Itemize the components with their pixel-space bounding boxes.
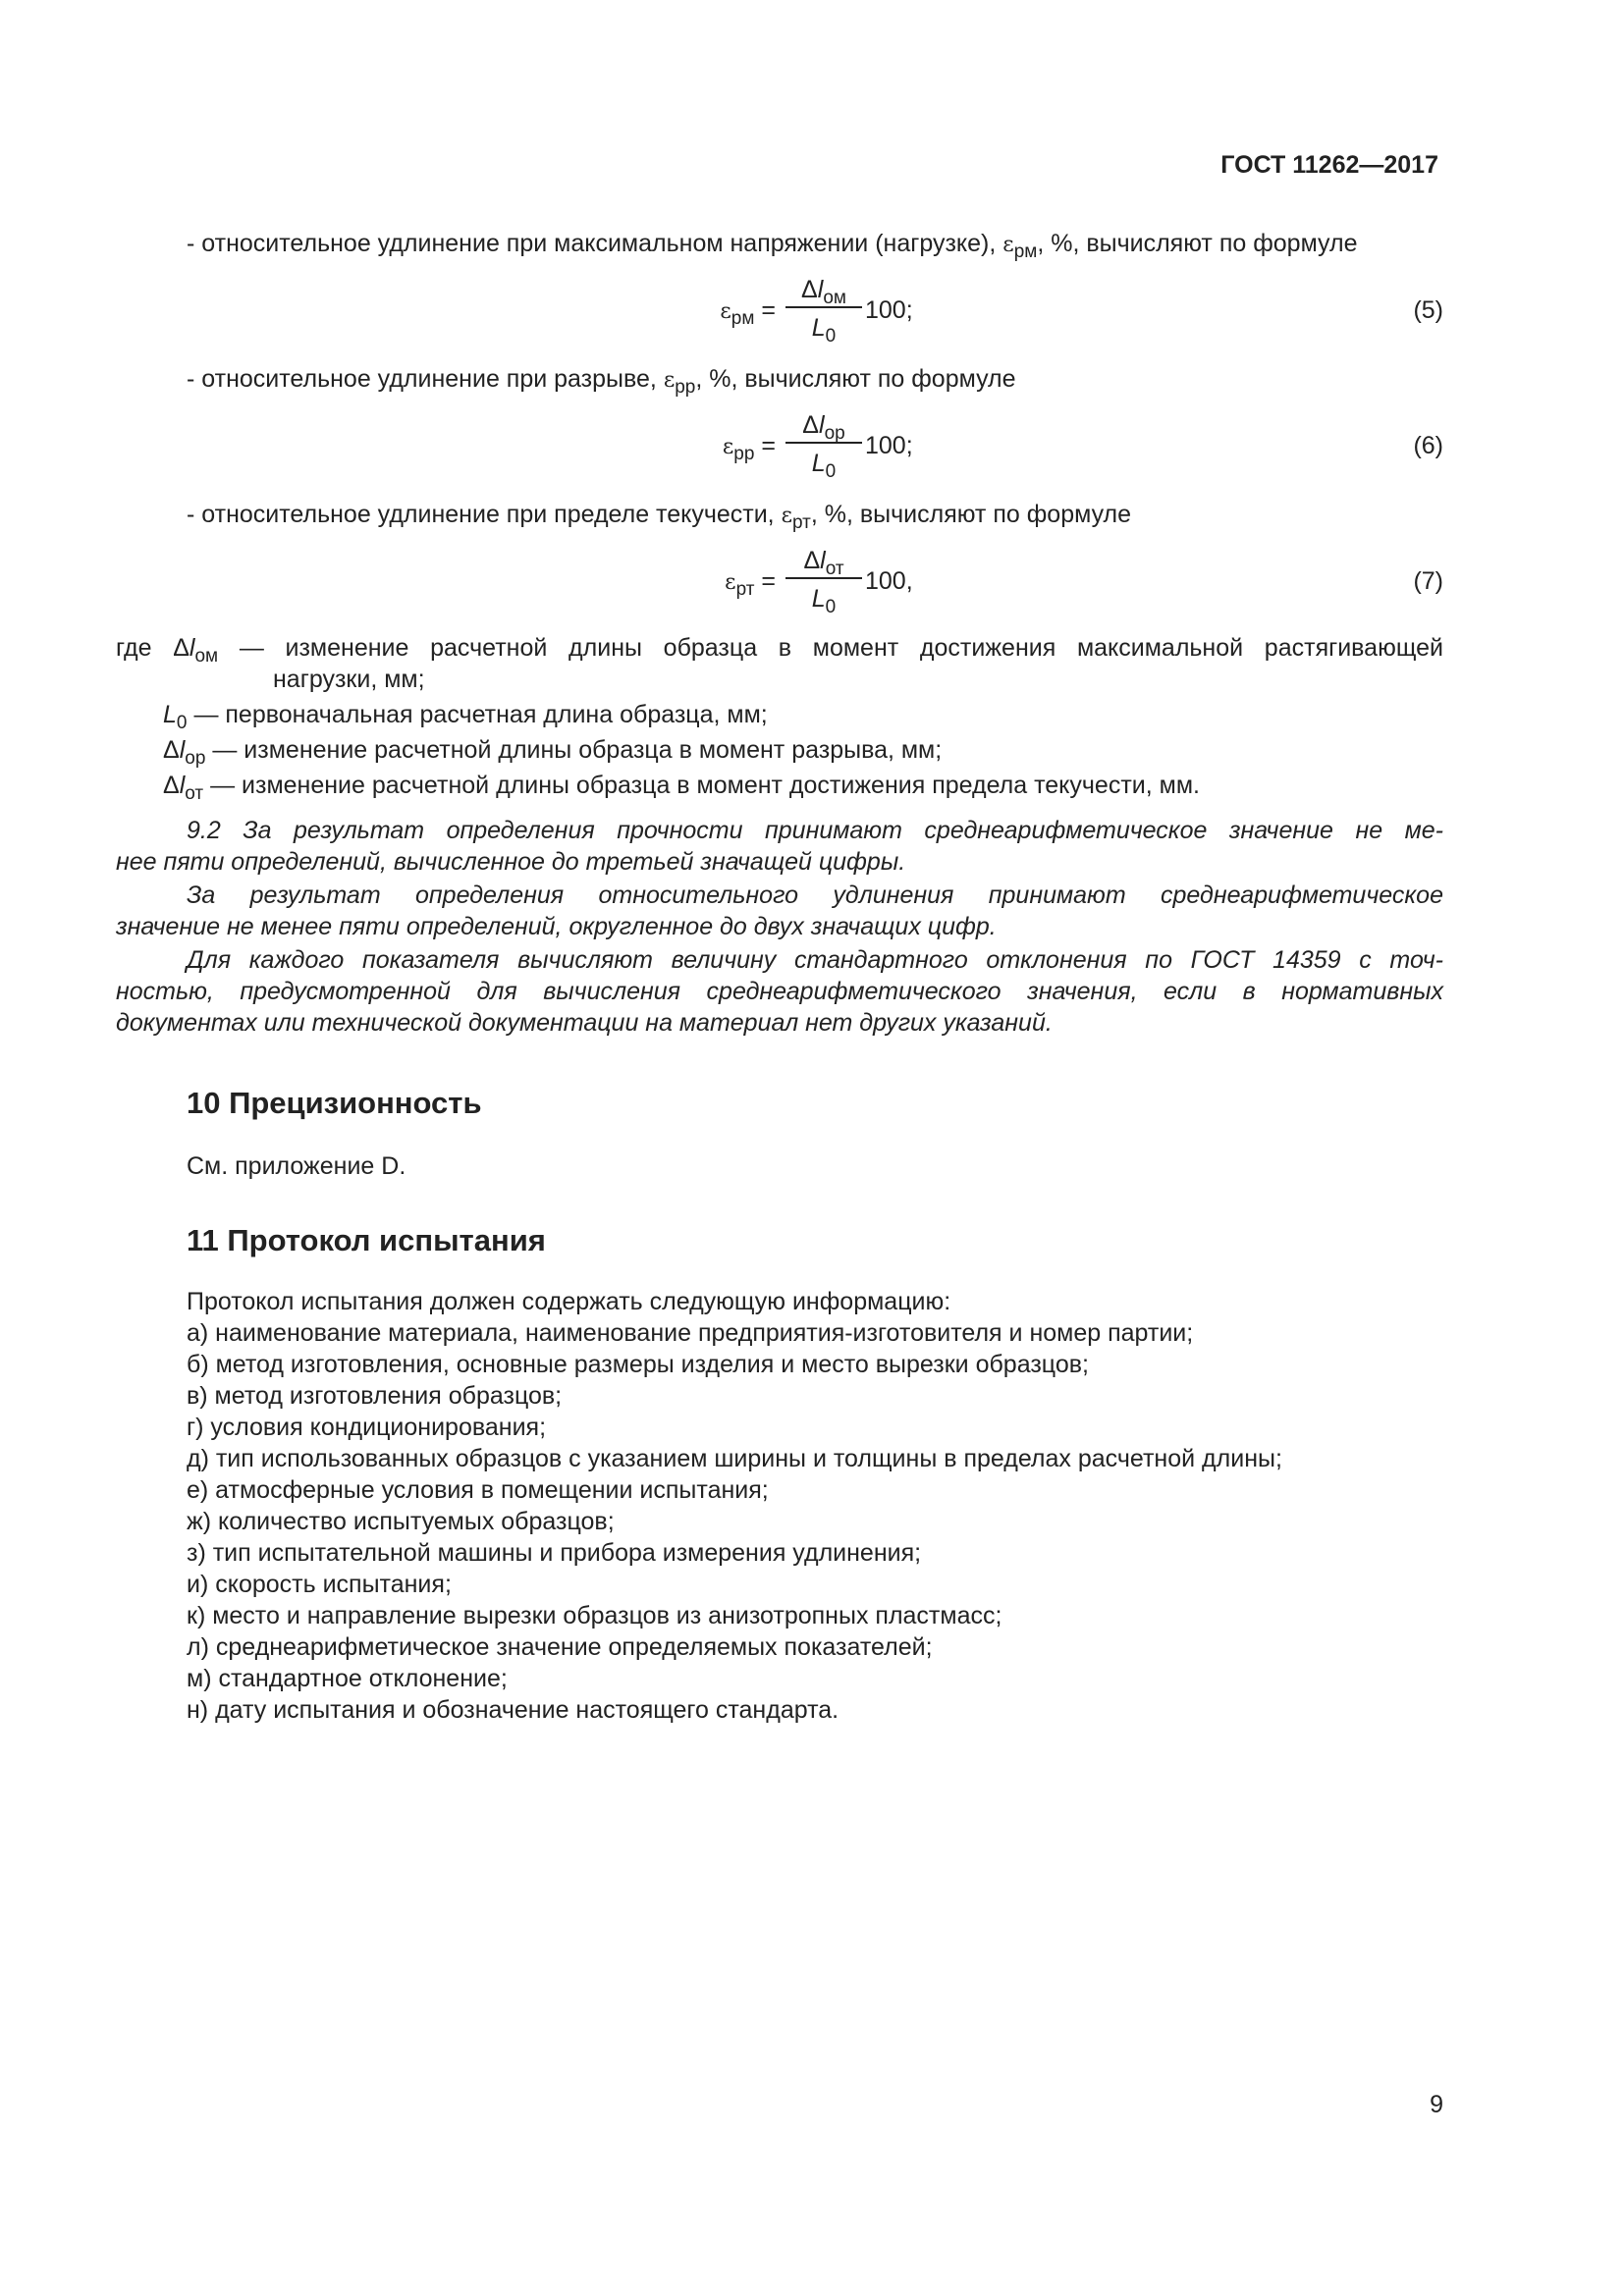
formula-7-fraction: $\Delta l_{от}$ $L_0$ bbox=[784, 544, 864, 614]
list-item: г) условия кондиционирования; bbox=[187, 1414, 547, 1441]
definition-row: $\Delta l_{от}$ — изменение расчетной длины образца в момент достижения предела текучести, мм. bbox=[163, 772, 1200, 804]
section-9-2-paragraph-1: 9.2 За результат определения прочности принимают среднеарифметическое значение не ме- нее пяти определений, вычисленное до третьей значащей цифры. bbox=[116, 817, 1443, 876]
definition-row: где $\Delta l_{ом}$ — изменение расчетной длины образца в момент достижения максимальной растягивающей bbox=[116, 634, 1443, 667]
list-item: з) тип испытательной машины и прибора измерения удлинения; bbox=[187, 1539, 922, 1567]
formula-5-fraction: $\Delta l_{ом}$ $L_0$ bbox=[784, 273, 864, 344]
equation-number-7: (7) bbox=[1413, 567, 1443, 595]
definition-row: $L_0$ — первоначальная расчетная длина образца, мм; bbox=[163, 701, 768, 733]
formula-7-intro: - относительное удлинение при пределе текучести, $\varepsilon_{рт}$, %, вычисляют по формуле bbox=[187, 501, 1132, 533]
section-10-heading: 10 Прецизионность bbox=[187, 1086, 482, 1120]
page-number: 9 bbox=[1430, 2091, 1443, 2118]
section-9-2-paragraph-2: За результат определения относительного удлинения принимают среднеарифметическое значение не менее пяти определений, округленное до двух значащих цифр. bbox=[116, 881, 1443, 940]
list-item: б) метод изготовления, основные размеры изделия и место вырезки образцов; bbox=[187, 1351, 1089, 1378]
formula-7: $\varepsilon_{рт}$ = $\Delta l_{от}$ $L_0$ 100, bbox=[550, 544, 1060, 618]
list-item: м) стандартное отклонение; bbox=[187, 1665, 508, 1692]
list-item: л) среднеарифметическое значение определяемых показателей; bbox=[187, 1633, 933, 1661]
equation-number-5: (5) bbox=[1413, 296, 1443, 324]
list-item: в) метод изготовления образцов; bbox=[187, 1382, 563, 1410]
list-item: ж) количество испытуемых образцов; bbox=[187, 1508, 615, 1535]
section-9-2-paragraph-3: Для каждого показателя вычисляют величину стандартного отклонения по ГОСТ 14359 с точ- ностью, предусмотренной для вычисления среднеарифметического значения, если в нормативных документах или технической документации на материал нет других указаний. bbox=[116, 946, 1443, 1037]
definition-continuation: нагрузки, мм; bbox=[273, 666, 425, 693]
formula-6-intro: - относительное удлинение при разрыве, $\varepsilon_{рр}$, %, вычисляют по формуле bbox=[187, 365, 1016, 398]
section-11-intro: Протокол испытания должен содержать следующую информацию: bbox=[187, 1288, 951, 1315]
definition-row: $\Delta l_{ор}$ — изменение расчетной длины образца в момент разрыва, мм; bbox=[163, 736, 943, 769]
section-11-heading: 11 Протокол испытания bbox=[187, 1223, 546, 1257]
formula-6-fraction: $\Delta l_{ор}$ $L_0$ bbox=[784, 408, 864, 479]
list-item: а) наименование материала, наименование предприятия-изготовителя и номер партии; bbox=[187, 1319, 1194, 1347]
list-item: и) скорость испытания; bbox=[187, 1571, 452, 1598]
list-item: е) атмосферные условия в помещении испытания; bbox=[187, 1476, 769, 1504]
formula-6: $\varepsilon_{рр}$ = $\Delta l_{ор}$ $L_0$ 100; bbox=[550, 408, 1060, 483]
list-item: к) место и направление вырезки образцов из анизотропных пластмасс; bbox=[187, 1602, 1002, 1629]
list-item: д) тип использованных образцов с указанием ширины и толщины в пределах расчетной длины; bbox=[187, 1445, 1282, 1472]
section-11-list bbox=[187, 1286, 1443, 1726]
formula-5-intro: - относительное удлинение при максимальном напряжении (нагрузке), $\varepsilon_{рм}$, %, вычисляют по формуле bbox=[187, 230, 1358, 262]
list-item: н) дату испытания и обозначение настоящего стандарта. bbox=[187, 1696, 839, 1724]
section-10-body: См. приложение D. bbox=[187, 1152, 406, 1180]
symbol-definitions bbox=[116, 632, 1443, 809]
equation-number-6: (6) bbox=[1413, 432, 1443, 459]
formula-5: $\varepsilon_{рм}$ = $\Delta l_{ом}$ $L_0$ 100; bbox=[550, 273, 1060, 347]
document-header: ГОСТ 11262—2017 bbox=[1220, 151, 1438, 179]
